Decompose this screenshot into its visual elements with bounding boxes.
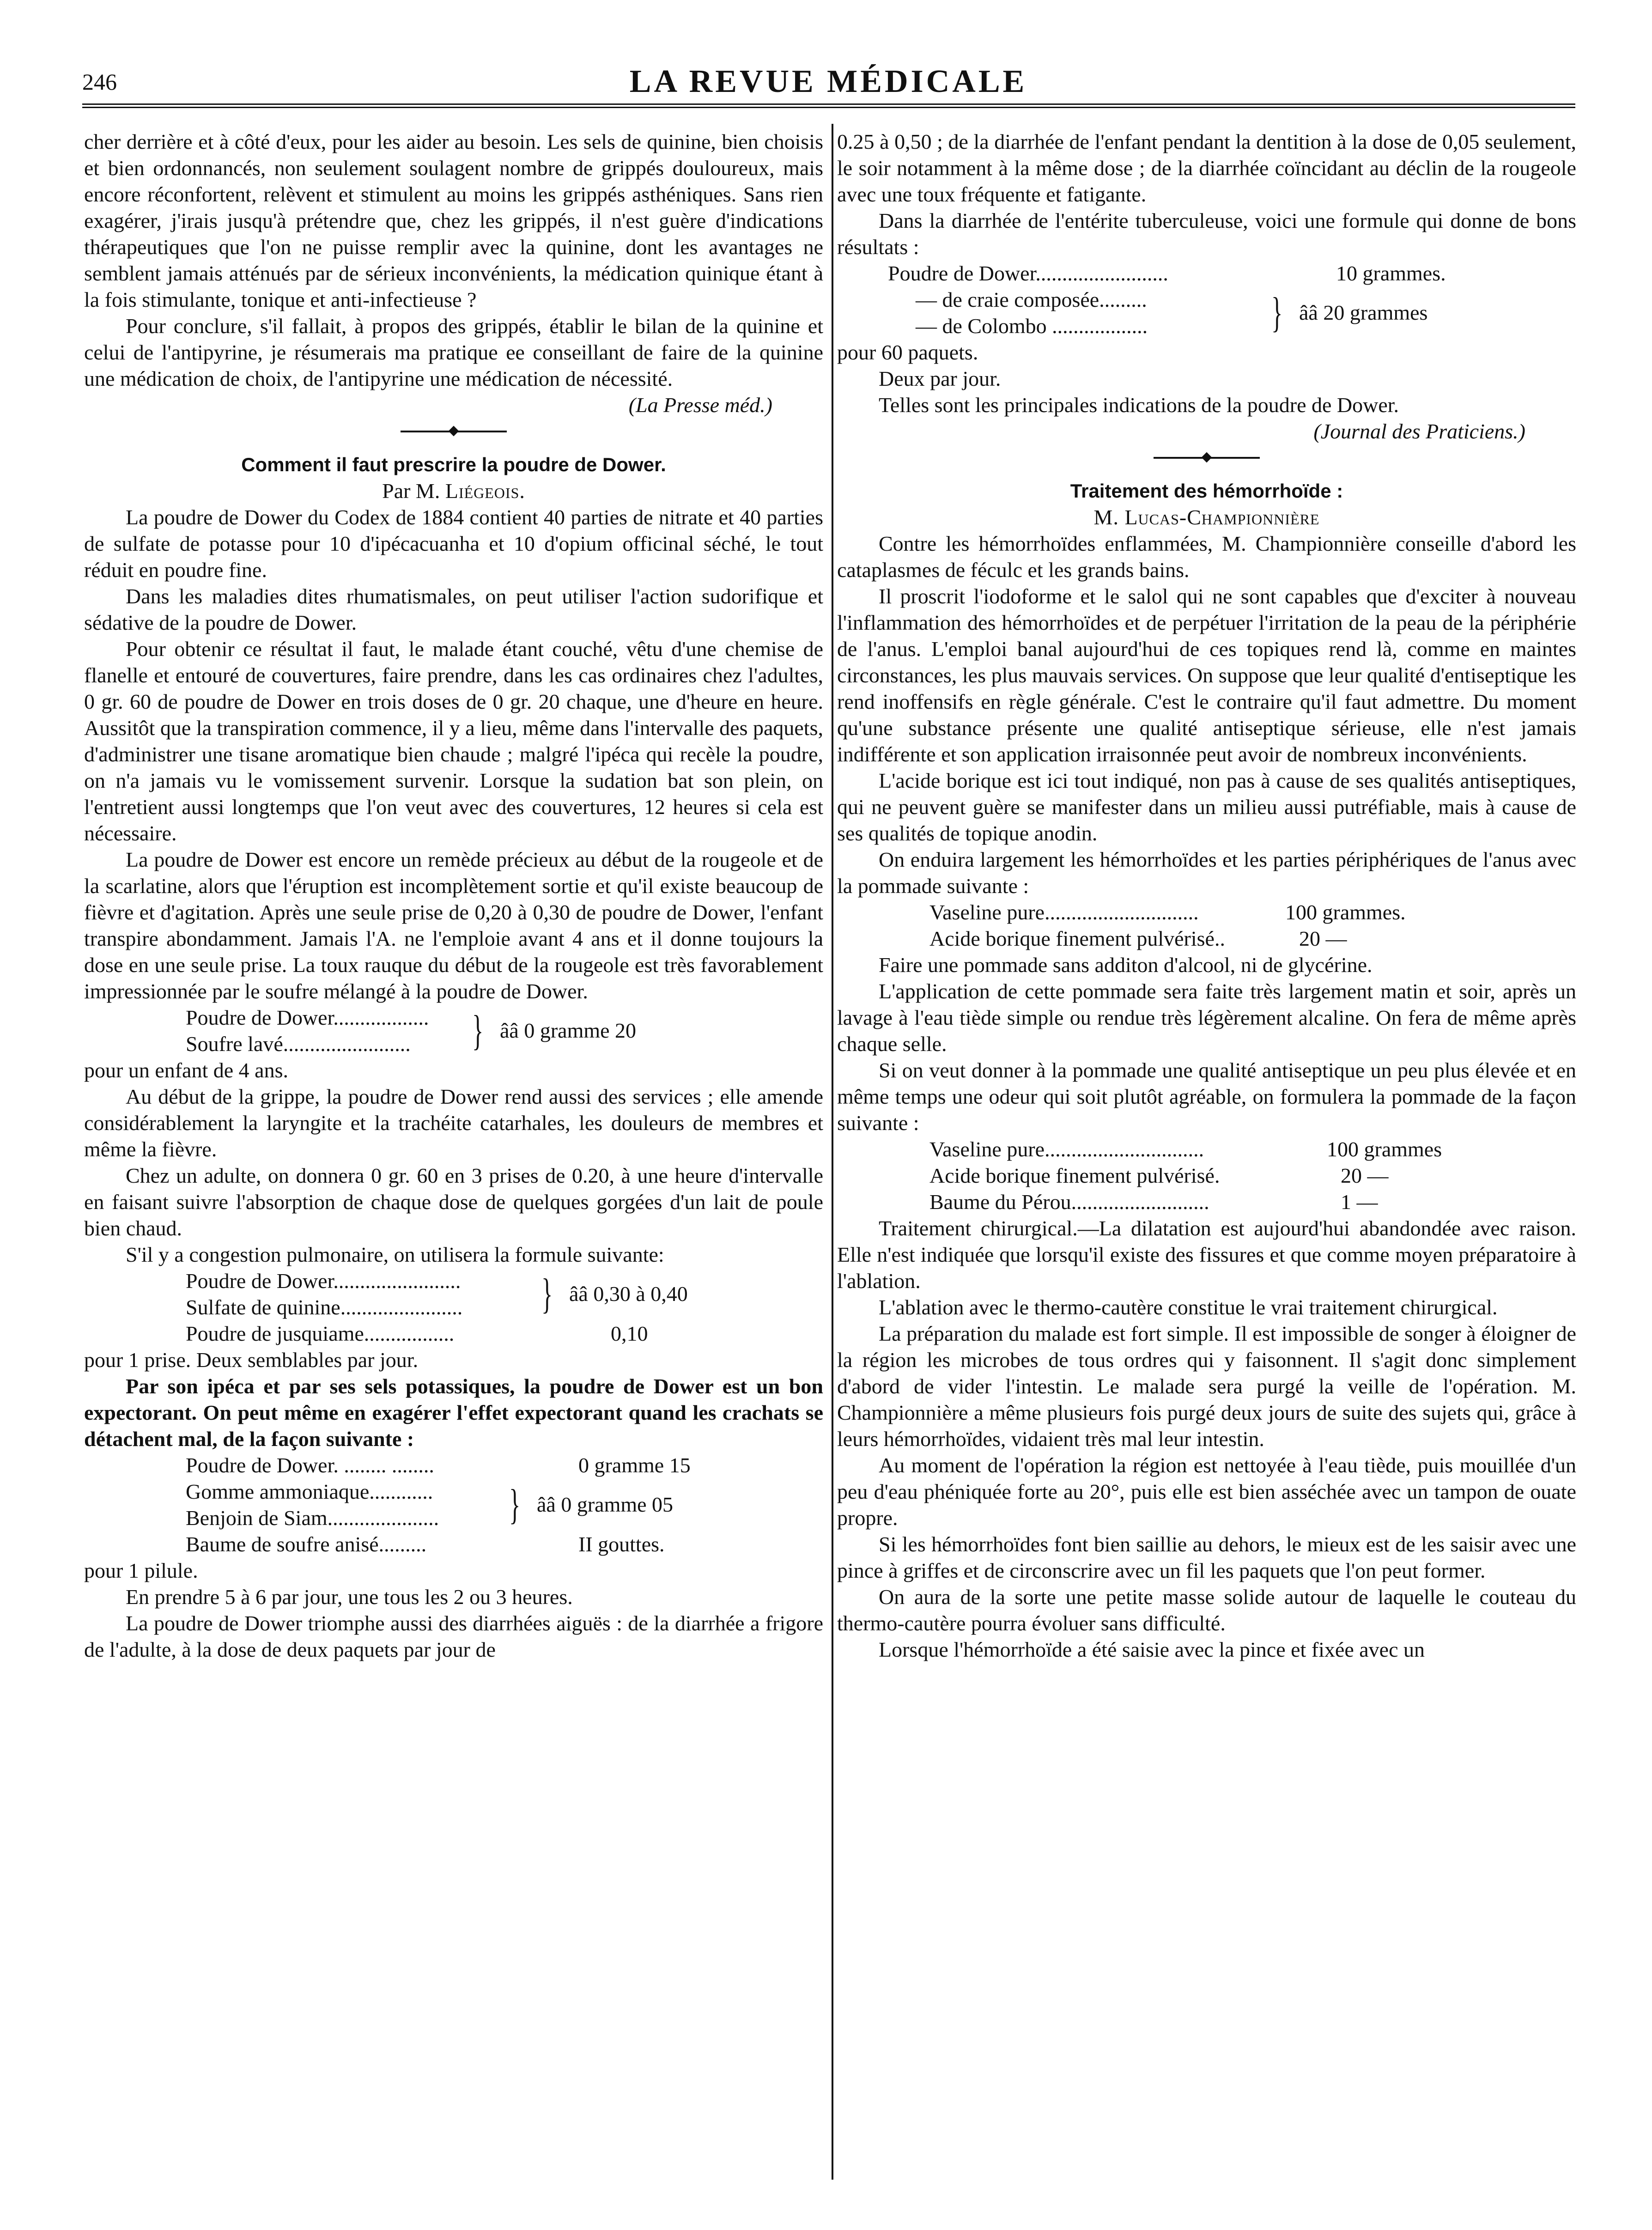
formula-item: Acide borique finement pulvérisé. <box>929 1164 1220 1187</box>
formula-dose: ââ 20 grammes <box>1299 301 1428 324</box>
paragraph: On enduira largement les hémorrhoïdes et les parties périphériques de l'anus avec la pommade suivante : <box>837 848 1576 898</box>
formula-block <box>837 925 1576 952</box>
formula-item: Soufre lavé........................ <box>186 1032 411 1056</box>
paragraph: Chez un adulte, on donnera 0 gr. 60 en 3 prises de 0.20, à une heure d'intervalle en faisant suivre l'absorption de chaque dose de quelques gorgées d'un lait de poule bien chaud. <box>84 1164 823 1240</box>
formula-item: Baume de soufre anisé......... <box>186 1532 427 1556</box>
paragraph: Lorsque l'hémorrhoïde a été saisie avec la pince et fixée avec un <box>879 1638 1425 1661</box>
paragraph: Pour obtenir ce résultat il faut, le malade étant couché, vêtu d'une chemise de flanelle et entouré de couvertures, faire prendre, dans les cas ordinaires chez l'adultes, 0 gr. 60 de poudre de Dower en trois doses de 0 gr. 20 chaque, une d'heure en heure. Aussitôt que la transpiration commence, il y a lieu, même dans l'intervalle des paquets, d'administrer une tisane aromatique bien chaude ; malgré l'ipéca qui recèle la poudre, on n'a jamais vu le vomissement survenir. Lorsque la sudation bat son plein, on l'entretient aussi longtemps que l'on veut avec des couvertures, 12 heures si cela est nécessaire. <box>84 637 823 845</box>
paragraph: pour 60 paquets. <box>837 340 978 364</box>
paragraph: On aura de la sorte une petite masse solide autour de laquelle le couteau du thermo-cautère pourra évoluer sans difficulté. <box>837 1585 1576 1635</box>
paragraph: pour 1 prise. Deux semblables par jour. <box>84 1348 419 1372</box>
formula-item: Poudre de Dower. ........ ........ <box>186 1453 434 1477</box>
formula-item: Vaseline pure.............................. <box>929 1137 1204 1161</box>
paragraph: Deux par jour. <box>879 367 1001 390</box>
formula-block <box>84 1004 823 1057</box>
formula-dose: ââ 0,30 à 0,40 <box>569 1282 688 1306</box>
paragraph: La poudre de Dower du Codex de 1884 contient 40 parties de nitrate et 40 parties de sulfate de potasse pour 10 d'ipécacuanha et 10 d'opium officinal séché, le tout réduit en poudre fine. <box>84 505 823 582</box>
formula-item: Sulfate de quinine....................... <box>186 1295 463 1319</box>
formula-dose: 1 — <box>1341 1190 1378 1214</box>
paragraph: Dans la diarrhée de l'entérite tuberculeuse, voici une formule qui donne de bons résultats : <box>837 209 1576 259</box>
paragraph: Telles sont les principales indications de la poudre de Dower. <box>879 393 1399 417</box>
paragraph: Au moment de l'opération la région est nettoyée à l'eau tiède, puis mouillée d'un peu d'eau phéniquée forte au 20°, puis elle est bien asséchée avec un tampon de ouate propre. <box>837 1453 1576 1530</box>
formula-block <box>84 1531 823 1557</box>
formula-block <box>837 1162 1576 1189</box>
formula-block <box>837 899 1576 925</box>
article-title: Traitement des hémorrhoïde : <box>1070 480 1343 502</box>
page-header <box>82 66 1574 103</box>
formula-block <box>84 1268 823 1320</box>
formula-dose: 20 — <box>1299 927 1347 950</box>
formula-item: Baume du Pérou.......................... <box>929 1190 1209 1214</box>
formula-block <box>837 260 1576 286</box>
paragraph: Au début de la grippe, la poudre de Dower rend aussi des services ; elle amende considérablement la laryngite et la trachéite catarhales, les douleurs de membres et même la fièvre. <box>84 1085 823 1161</box>
paragraph: Si les hémorrhoïdes font bien saillie au dehors, le mieux est de les saisir avec une pince à griffes et de circonscrire avec un fil les paquets que l'on peut former. <box>837 1532 1576 1582</box>
paragraph: Traitement chirurgical.—La dilatation est aujourd'hui abandondée avec raison. Elle n'est indiquée que lorsqu'il existe des fissures et que comme moyen préparatoire à l'ablation. <box>837 1216 1576 1293</box>
formula-item: Poudre de Dower........................ <box>186 1269 461 1293</box>
formula-item: Poudre de jusquiame................. <box>186 1322 455 1345</box>
formula-item: Poudre de Dower.................. <box>186 1006 429 1029</box>
paragraph: La poudre de Dower est encore un remède précieux au début de la rougeole et de la scarlatine, alors que l'éruption est incomplètement sortie et qu'il existe beaucoup de fièvre et d'agitation. Après une seule prise de 0,20 à 0,30 de poudre de Dower, l'enfant transpire abondamment. Jamais l'A. ne l'emploie avant 4 ans et il donne toujours la dose en une seule prise. La toux rauque du début de la rougeole est très favorablement impressionnée par le soufre mélangé à la poudre de Dower. <box>84 848 823 1003</box>
left-column <box>84 128 823 1663</box>
paragraph: L'ablation avec le thermo-cautère constitue le vrai traitement chirurgical. <box>879 1295 1498 1319</box>
formula-item: Vaseline pure............................. <box>929 900 1199 924</box>
paragraph: 0.25 à 0,50 ; de la diarrhée de l'enfant pendant la dentition à la dose de 0,05 seulement, le soir notamment à la même dose ; de la diarrhée coïncidant au déclin de la rougeole avec une toux fréquente et fatigante. <box>837 130 1576 206</box>
formula-block <box>84 1478 823 1531</box>
formula-block <box>837 1136 1576 1162</box>
brace-glyph: } <box>509 1481 521 1528</box>
paragraph: pour un enfant de 4 ans. <box>84 1058 288 1082</box>
article-author: Par M. Liégeois. <box>382 479 525 503</box>
source-citation: (Journal des Praticiens.) <box>1313 419 1525 443</box>
paragraph: Il proscrit l'iodoforme et le salol qui ne sont capables que d'exciter à nouveau l'inflammation des hémorrhoïdes et de perpétuer l'irritation de la peau de la périphérie de l'anus. L'emploi banal aujourd'hui de ces topiques rend là, comme en maintes circonstances, les plus mauvais services. On suppose que leur qualité d'entiseptique les rend inoffensifs en règle générale. C'est le contraire qu'il faut admettre. Du moment qu'une substance présente une qualité antiseptique sérieuse, elle n'est jamais indifférente et son application irraisonnée peut avoir de nombreux inconvénients. <box>837 584 1576 766</box>
brace-glyph: } <box>1271 289 1283 336</box>
paragraph: Contre les hémorrhoïdes enflammées, M. Championnière conseille d'abord les cataplasmes de féculc et les grands bains. <box>837 532 1576 582</box>
formula-dose: 20 — <box>1341 1164 1389 1187</box>
paragraph: cher derrière et à côté d'eux, pour les aider au besoin. Les sels de quinine, bien choisis et bien ordonnancés, non seulement soulagent nombre de grippés douloureux, mais encore réconfortent, relèvent et stimulent au moins les grippés asthéniques. Sans rien exagérer, j'irais jusqu'à prétendre que, chez les grippés, il n'est guère d'indications thérapeutiques que l'on ne puisse remplir avec la quinine, dont les avantages ne semblent jamais atténués par de sérieux inconvénients, la médication quinique étant à la fois stimulante, tonique et anti-infectieuse ? <box>84 130 823 311</box>
formula-block <box>84 1320 823 1347</box>
formula-item: Benjoin de Siam..................... <box>186 1506 439 1530</box>
paragraph: Par son ipéca et par ses sels potassiques, la poudre de Dower est un bon expectorant. On peut même en exagérer l'effet expectorant quand les crachats se détachent mal, de la façon suivante : <box>84 1374 823 1451</box>
paragraph: L'acide borique est ici tout indiqué, non pas à cause de ses qualités antiseptiques, qui ne peuvent guère se manifester dans un milieu aussi putréfiable, mais à cause de ses qualités de topique anodin. <box>837 769 1576 845</box>
page-number: 246 <box>82 69 117 95</box>
section-separator <box>837 444 1576 471</box>
formula-dose: ââ 0 gramme 20 <box>500 1019 637 1042</box>
formula-item: Poudre de Dower......................... <box>888 261 1168 285</box>
formula-dose: 0,10 <box>611 1322 648 1345</box>
formula-block <box>84 1452 823 1478</box>
section-separator <box>84 418 823 445</box>
formula-dose: 100 grammes. <box>1285 900 1406 924</box>
formula-item: — de Colombo .................. <box>916 314 1148 338</box>
journal-title: LA REVUE MÉDICALE <box>629 64 1027 99</box>
paragraph: La préparation du malade est fort simple. Il est impossible de songer à éloigner de la région les microbes de tous ordres qui y faisonnent. Il s'agit donc simplement d'abord de vider l'intestin. Le malade sera purgé la veille de l'opération. M. Championnière a même plusieurs fois purgé deux jours de suite des sujets qui, grâce à leurs hémorrhoïdes, vidaient très mal leur intestin. <box>837 1322 1576 1451</box>
paragraph: Faire une pommade sans additon d'alcool, ni de glycérine. <box>879 953 1373 977</box>
formula-item: Acide borique finement pulvérisé.. <box>929 927 1225 950</box>
paragraph: En prendre 5 à 6 par jour, une tous les 2 ou 3 heures. <box>126 1585 573 1609</box>
paragraph: pour 1 pilule. <box>84 1559 198 1582</box>
formula-dose: 10 grammes. <box>1336 261 1446 285</box>
paragraph: La poudre de Dower triomphe aussi des diarrhées aiguës : de la diarrhée a frigore de l'adulte, à la dose de deux paquets par jour de <box>84 1611 823 1661</box>
formula-block <box>837 286 1576 339</box>
formula-item: Gomme ammoniaque............ <box>186 1480 433 1503</box>
formula-item: — de craie composée......... <box>916 288 1147 311</box>
brace-glyph: } <box>472 1007 484 1054</box>
paragraph: S'il y a congestion pulmonaire, on utilisera la formule suivante: <box>126 1243 664 1266</box>
right-column <box>837 128 1576 1663</box>
column-divider <box>832 124 833 2180</box>
header-rule <box>82 103 1575 108</box>
paragraph: L'application de cette pommade sera faite très largement matin et soir, après un lavage à l'eau tiède simple ou rendue très légèrement alcaline. On fera de même après chaque selle. <box>837 979 1576 1056</box>
paragraph: Pour conclure, s'il fallait, à propos des grippés, établir le bilan de la quinine et celui de l'antipyrine, je résumerais ma pratique ee conseillant de faire de la quinine une médication de choix, de l'antipyrine une médication de nécessité. <box>84 314 823 390</box>
paragraph: Dans les maladies dites rhumatismales, on peut utiliser l'action sudorifique et sédative de la poudre de Dower. <box>84 584 823 634</box>
formula-dose: 100 grammes <box>1327 1137 1442 1161</box>
formula-dose: ââ 0 gramme 05 <box>537 1493 674 1516</box>
formula-dose: 0 gramme 15 <box>578 1453 691 1477</box>
paragraph: Si on veut donner à la pommade une qualité antiseptique un peu plus élevée et en même temps une odeur qui soit plutôt agréable, on formulera la pommade de la façon suivante : <box>837 1058 1576 1135</box>
formula-dose: II gouttes. <box>578 1532 665 1556</box>
source-citation: (La Presse méd.) <box>628 393 772 417</box>
formula-block <box>837 1189 1576 1215</box>
article-author: M. Lucas-Championnière <box>1093 505 1320 529</box>
article-title: Comment il faut prescrire la poudre de Dower. <box>241 454 666 475</box>
brace-glyph: } <box>541 1270 553 1317</box>
